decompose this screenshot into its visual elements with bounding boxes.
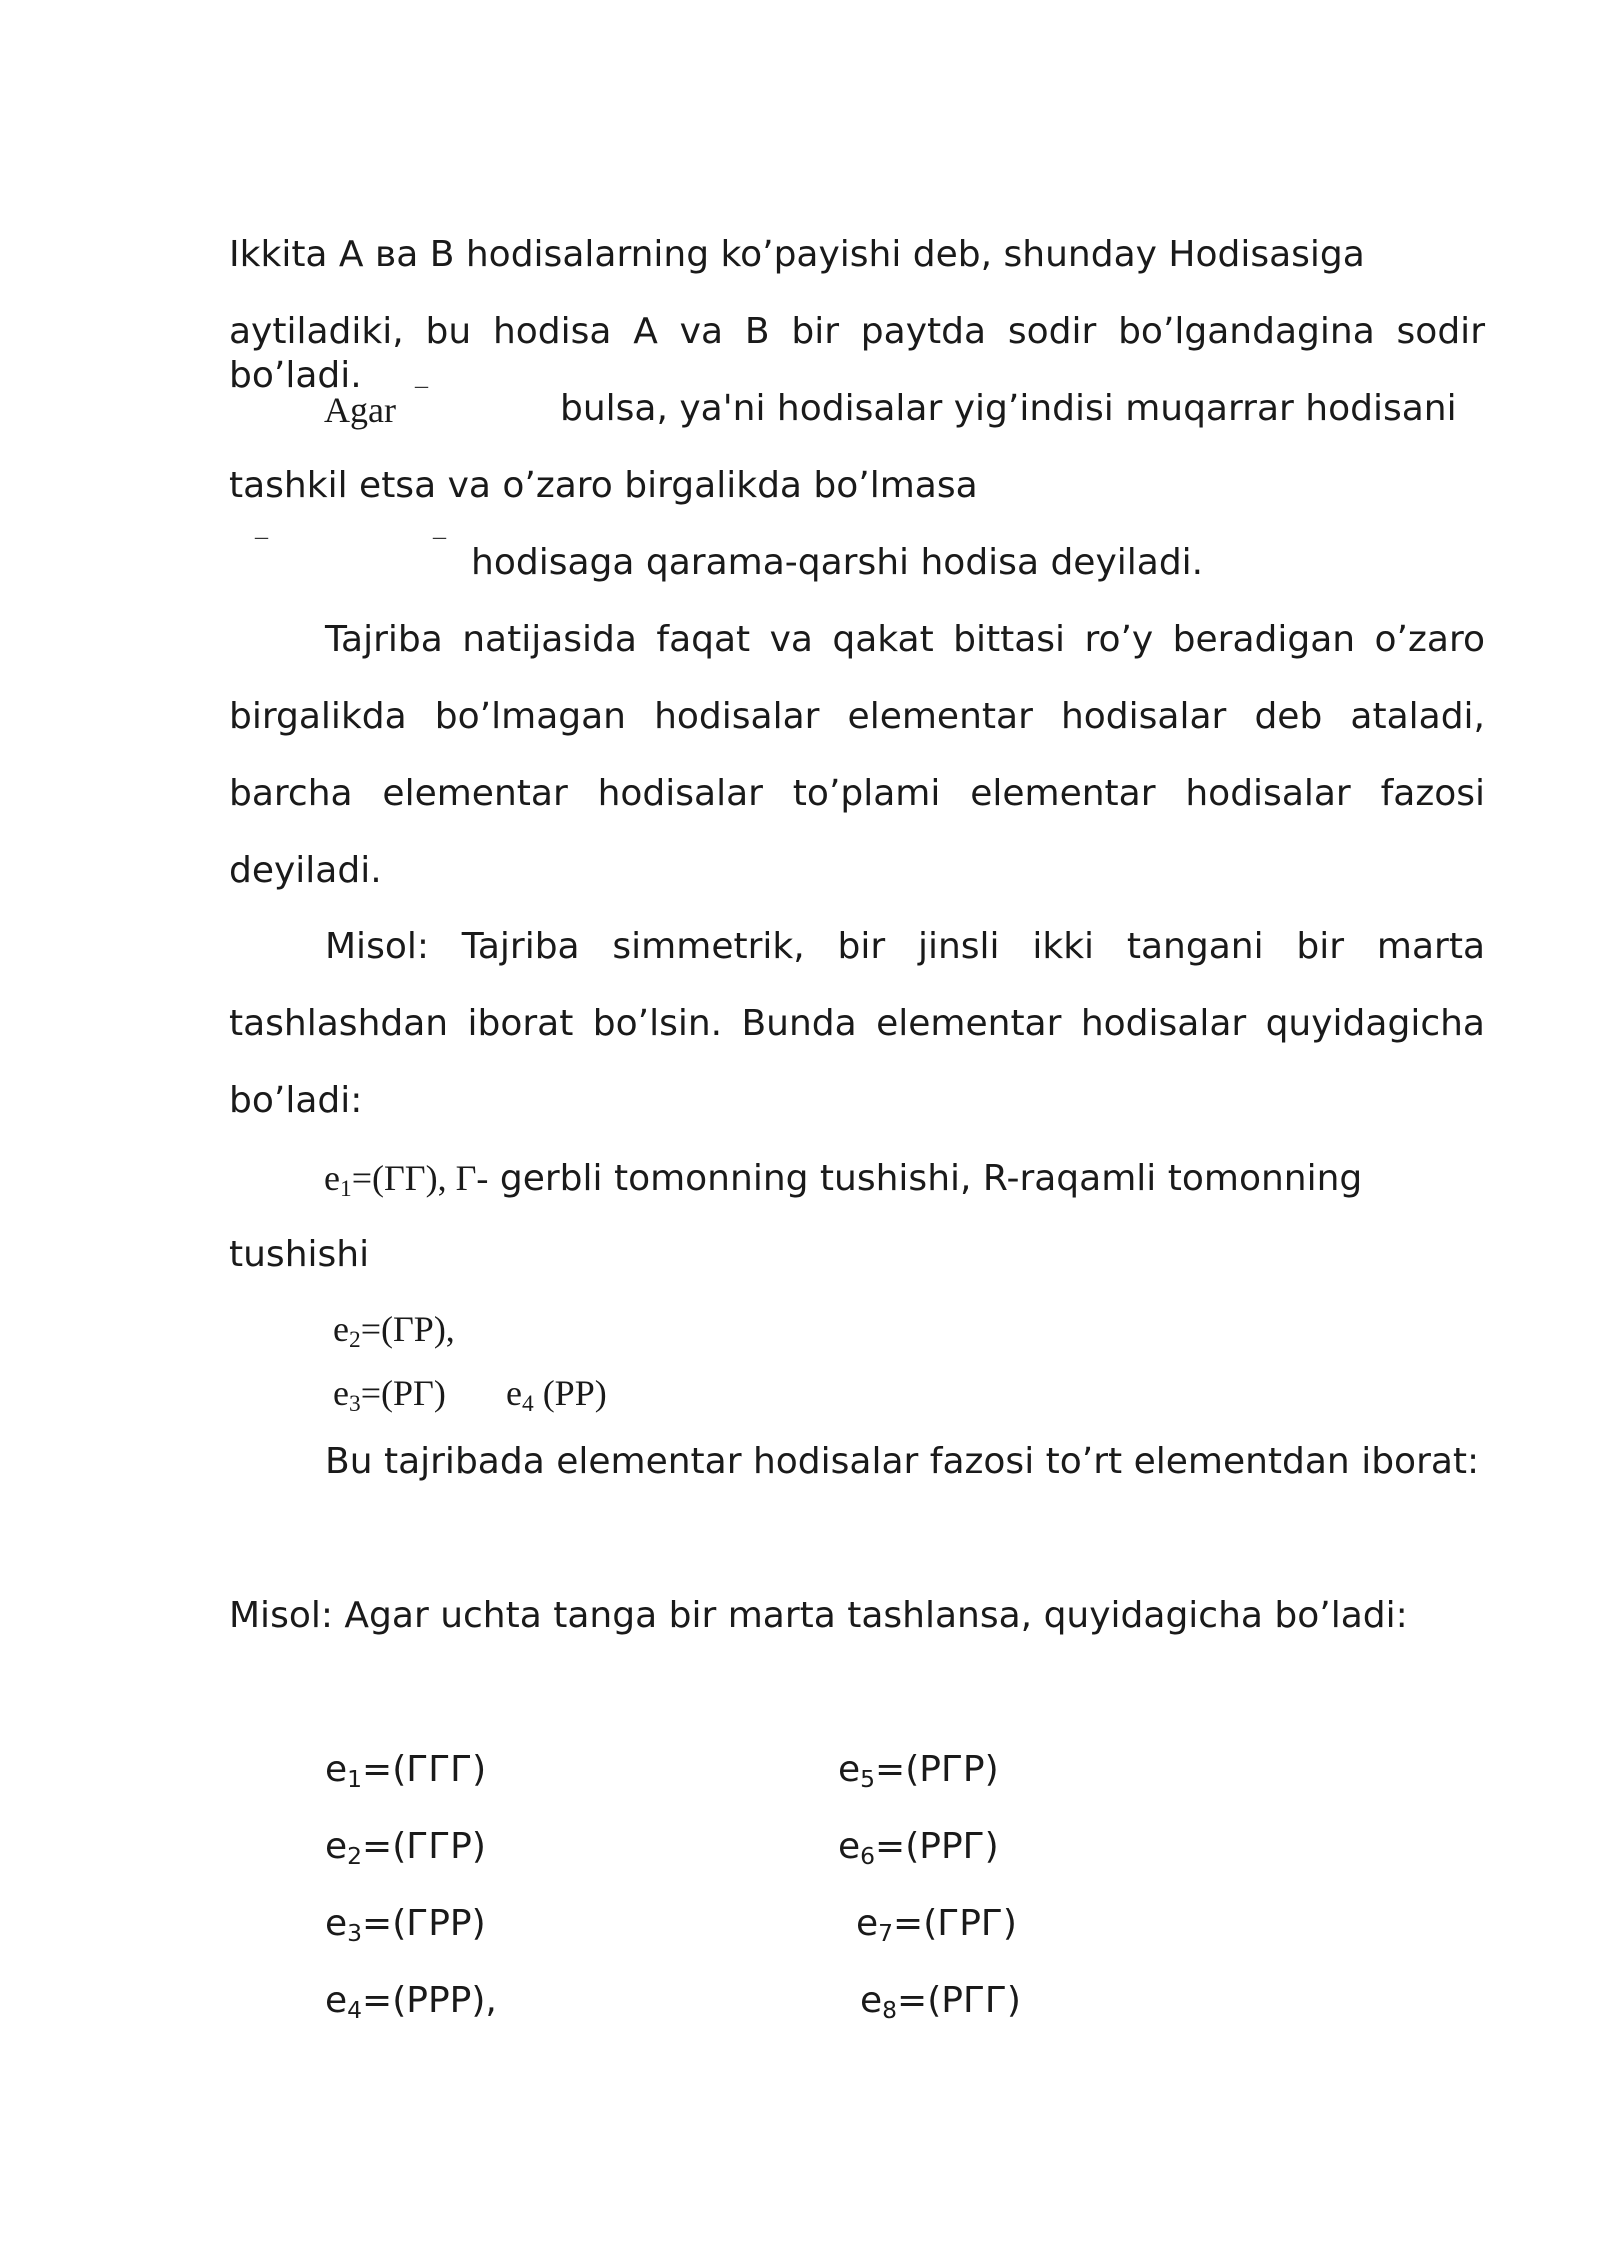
example-1-formula: $e_1=(ГГ)$, Г- xyxy=(324,1158,489,1202)
paragraph-6: Misol: Agar uchta tanga bir marta tashlansa, quyidagicha bo’ladi: xyxy=(229,1595,1408,1636)
paragraph-4-line-2: tashlashdan iborat bo’lsin. Bunda elementar hodisalar quyidagicha xyxy=(229,1003,1485,1044)
outcome-e8: $e_8=(РГГ)$ xyxy=(860,1980,1021,2024)
paragraph-5: Bu tajribada elementar hodisalar fazosi to’rt elementdan iborat: xyxy=(325,1441,1480,1482)
paragraph-3-line-1: Tajriba natijasida faqat va qakat bittasi ro’y beradigan o’zaro xyxy=(325,619,1485,660)
formula-overbar: ¯ xyxy=(255,535,268,564)
outcome-e5: $e_5=(РГР)$ xyxy=(838,1749,999,1793)
outcome-e2: $e_2=(ГГР)$ xyxy=(325,1826,486,1870)
paragraph-2-line-3: hodisaga qarama-qarshi hodisa deyiladi. xyxy=(471,542,1204,583)
example-1-line-2: tushishi xyxy=(229,1234,370,1275)
paragraph-2-line-1: bulsa, ya'ni hodisalar yig’indisi muqarrar hodisani xyxy=(560,388,1457,429)
example-3-formula: $e_3=(РГ)$ xyxy=(333,1373,446,1417)
paragraph-1-line-2: aytiladiki, bu hodisa A va B bir paytda sodir bo’lgandagina sodir bo’ladi. xyxy=(229,311,1485,396)
paragraph-3-line-4: deyiladi. xyxy=(229,850,382,891)
outcome-e7: $e_7=(ГРГ)$ xyxy=(856,1903,1017,1947)
paragraph-4-line-1: Misol: Tajriba simmetrik, bir jinsli ikki tangani bir marta xyxy=(325,926,1485,967)
outcome-e1: $e_1=(ГГГ)$ xyxy=(325,1749,487,1793)
paragraph-4-line-3: bo’ladi: xyxy=(229,1080,363,1121)
example-4-formula: $e_4$ (РР) xyxy=(506,1373,607,1417)
example-1-text: gerbli tomonning tushishi, R-raqamli tomonning xyxy=(488,1158,1363,1199)
outcome-e3: $e_3=(ГРР)$ xyxy=(325,1903,486,1947)
paragraph-1-line-1: Ikkita A ва B hodisalarning ko’payishi deb, shunday Hodisasiga xyxy=(229,234,1365,275)
outcome-e6: $e_6=(РРГ)$ xyxy=(838,1826,999,1870)
formula-overbar: ¯ xyxy=(415,384,428,413)
paragraph-3-line-2: birgalikda bo’lmagan hodisalar elementar hodisalar deb ataladi, xyxy=(229,696,1485,737)
formula-overbar: ¯ xyxy=(433,535,446,564)
paragraph-2-line-2: tashkil etsa va o’zaro birgalikda bo’lmasa xyxy=(229,465,978,506)
example-2-formula: $e_2=(ГР)$, xyxy=(333,1309,455,1353)
outcome-e4: $e_4=(РРР)$, xyxy=(325,1980,497,2024)
example-1-line xyxy=(324,1156,1362,1201)
paragraph-2-agar: Agar xyxy=(324,390,396,430)
paragraph-3-line-3: barcha elementar hodisalar to’plami elementar hodisalar fazosi xyxy=(229,773,1485,814)
